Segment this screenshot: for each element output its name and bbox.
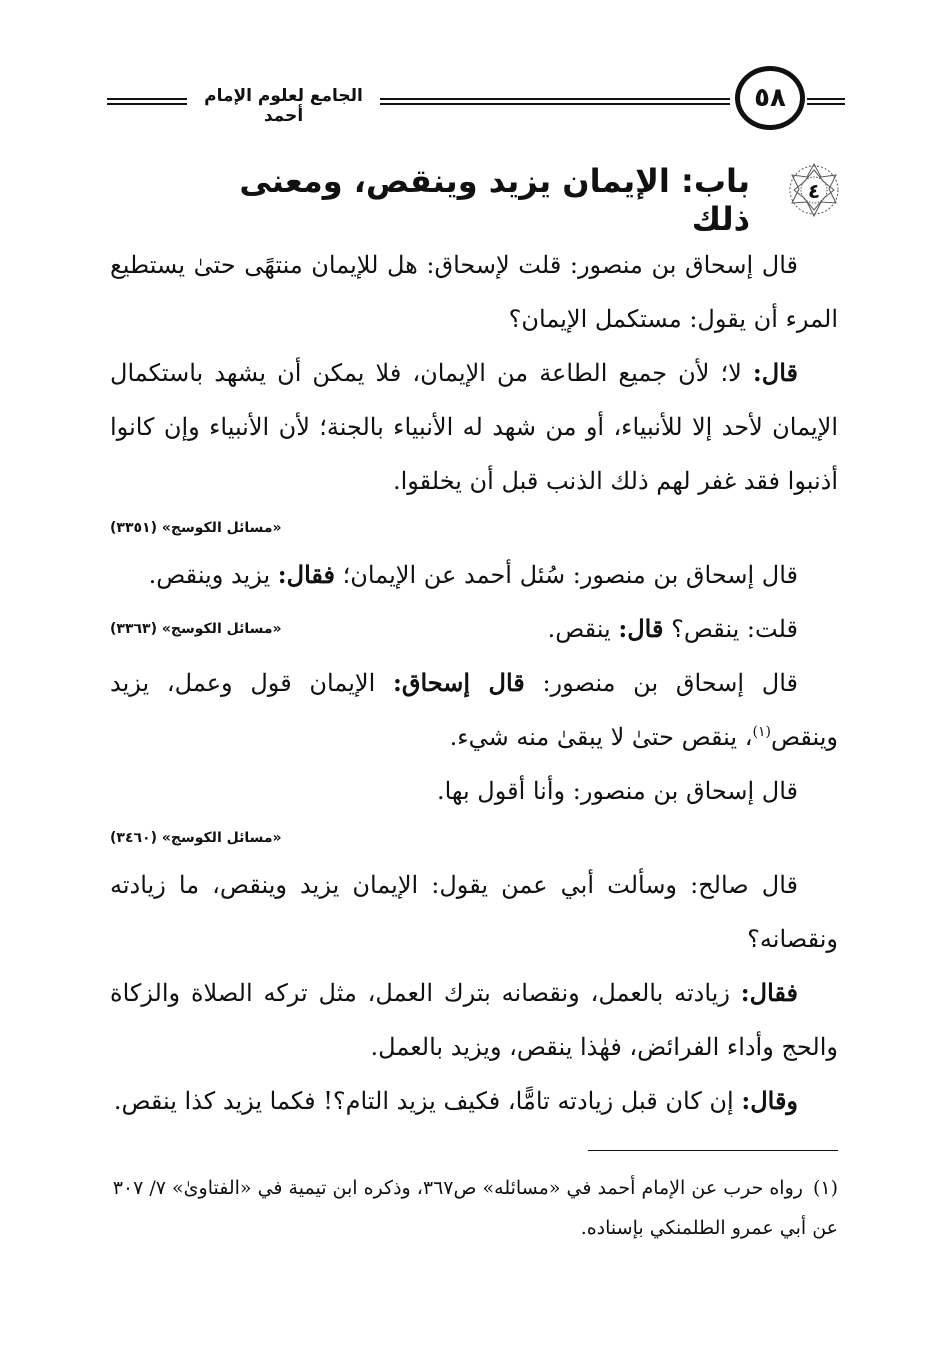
source-citation-1: «مسائل الكوسج» (٣٣٥١) xyxy=(110,520,282,536)
paragraph-3-text-a: قال إسحاق بن منصور: سُئل أحمد عن الإيمان؛ xyxy=(342,561,798,589)
speaker-lead: قال: xyxy=(618,614,664,643)
paragraph-4-text-a: قلت: ينقص؟ xyxy=(671,615,798,643)
paragraph-4-text-b: ينقص. xyxy=(547,615,619,643)
paragraph-9-text: إن كان قبل زيادته تامًّا، فكيف يزيد التام؟! فكما يزيد كذا ينقص. xyxy=(113,1087,742,1115)
speaker-lead: قال: xyxy=(752,358,798,387)
paragraph-5 xyxy=(110,656,838,764)
paragraph-8 xyxy=(110,966,838,1074)
header-rule-middle xyxy=(380,98,730,105)
paragraph-7: قال صالح: وسألت أبي عمن يقول: الإيمان يزيد وينقص، ما زيادته ونقصانه؟ xyxy=(110,871,838,953)
paragraph-6: قال إسحاق بن منصور: وأنا أقول بها. xyxy=(436,777,798,805)
footnote xyxy=(110,1168,838,1248)
speaker-lead: وقال: xyxy=(741,1086,798,1115)
speaker-lead: قال إسحاق: xyxy=(392,668,525,697)
chapter-number: ٤ xyxy=(807,179,821,203)
footnote-text: رواه حرب عن الإمام أحمد في «مسائله» ص٣٦٧، وذكره ابن تيمية في «الفتاوىٰ» ٧/ ٣٠٧ عن أبي عمرو الطلمنكي بإسناده. xyxy=(112,1177,838,1239)
paragraph-5-text-b: الإيمان قول وعمل، يزيد وينقص xyxy=(110,669,838,751)
header-rule-right xyxy=(807,98,845,105)
paragraph-1: قال إسحاق بن منصور: قلت لإسحاق: هل للإيمان منتهًى حتىٰ يستطيع المرء أن يقول: مستكمل الإيمان؟ xyxy=(110,251,838,333)
source-citation-2: «مسائل الكوسج» (٣٣٦٣) xyxy=(110,621,282,637)
paragraph-5-text-c: ، ينقص حتىٰ لا يبقىٰ منه شيء. xyxy=(449,723,753,751)
paragraph-4 xyxy=(548,602,838,656)
paragraph-4-row xyxy=(110,602,838,656)
footnote-number: (١) xyxy=(812,1177,838,1199)
paragraph-3 xyxy=(110,548,838,602)
speaker-lead: فقال: xyxy=(277,560,336,589)
chapter-title: باب: الإيمان يزيد وينقص، ومعنى ذلك xyxy=(239,162,750,238)
body-text xyxy=(110,238,838,1128)
paragraph-3-text-b: يزيد وينقص. xyxy=(148,561,278,589)
header-rule-left xyxy=(107,98,187,105)
chapter-heading xyxy=(200,160,850,238)
running-title: الجامع لعلوم الإمام أحمد xyxy=(204,86,363,126)
paragraph-9 xyxy=(110,1074,838,1128)
footnote-divider xyxy=(588,1150,838,1151)
footnote-ref[interactable]: (١) xyxy=(752,724,771,740)
paragraph-2 xyxy=(110,346,838,508)
page-number: ٥٨ xyxy=(735,66,805,130)
page-header xyxy=(95,66,845,136)
paragraph-8-text: زيادته بالعمل، ونقصانه بترك العمل، مثل تركه الصلاة والزكاة والحج وأداء الفرائض، فهٰذا ينقص، ويزيد بالعمل. xyxy=(110,979,838,1061)
paragraph-5-text-a: قال إسحاق بن منصور: xyxy=(542,669,799,697)
rosette-ornament-icon xyxy=(784,160,844,220)
source-citation-3: «مسائل الكوسج» (٣٤٦٠) xyxy=(110,830,282,846)
speaker-lead: فقال: xyxy=(740,978,798,1007)
paragraph-2-text: لا؛ لأن جميع الطاعة من الإيمان، فلا يمكن أن يشهد باستكمال الإيمان لأحد إلا للأنبياء، أو من شهد له الأنبياء بالجنة؛ لأن الأنبياء وإن كانوا أذنبوا فقد غفر لهم ذلك الذنب قبل أن يخلقوا. xyxy=(110,359,838,495)
